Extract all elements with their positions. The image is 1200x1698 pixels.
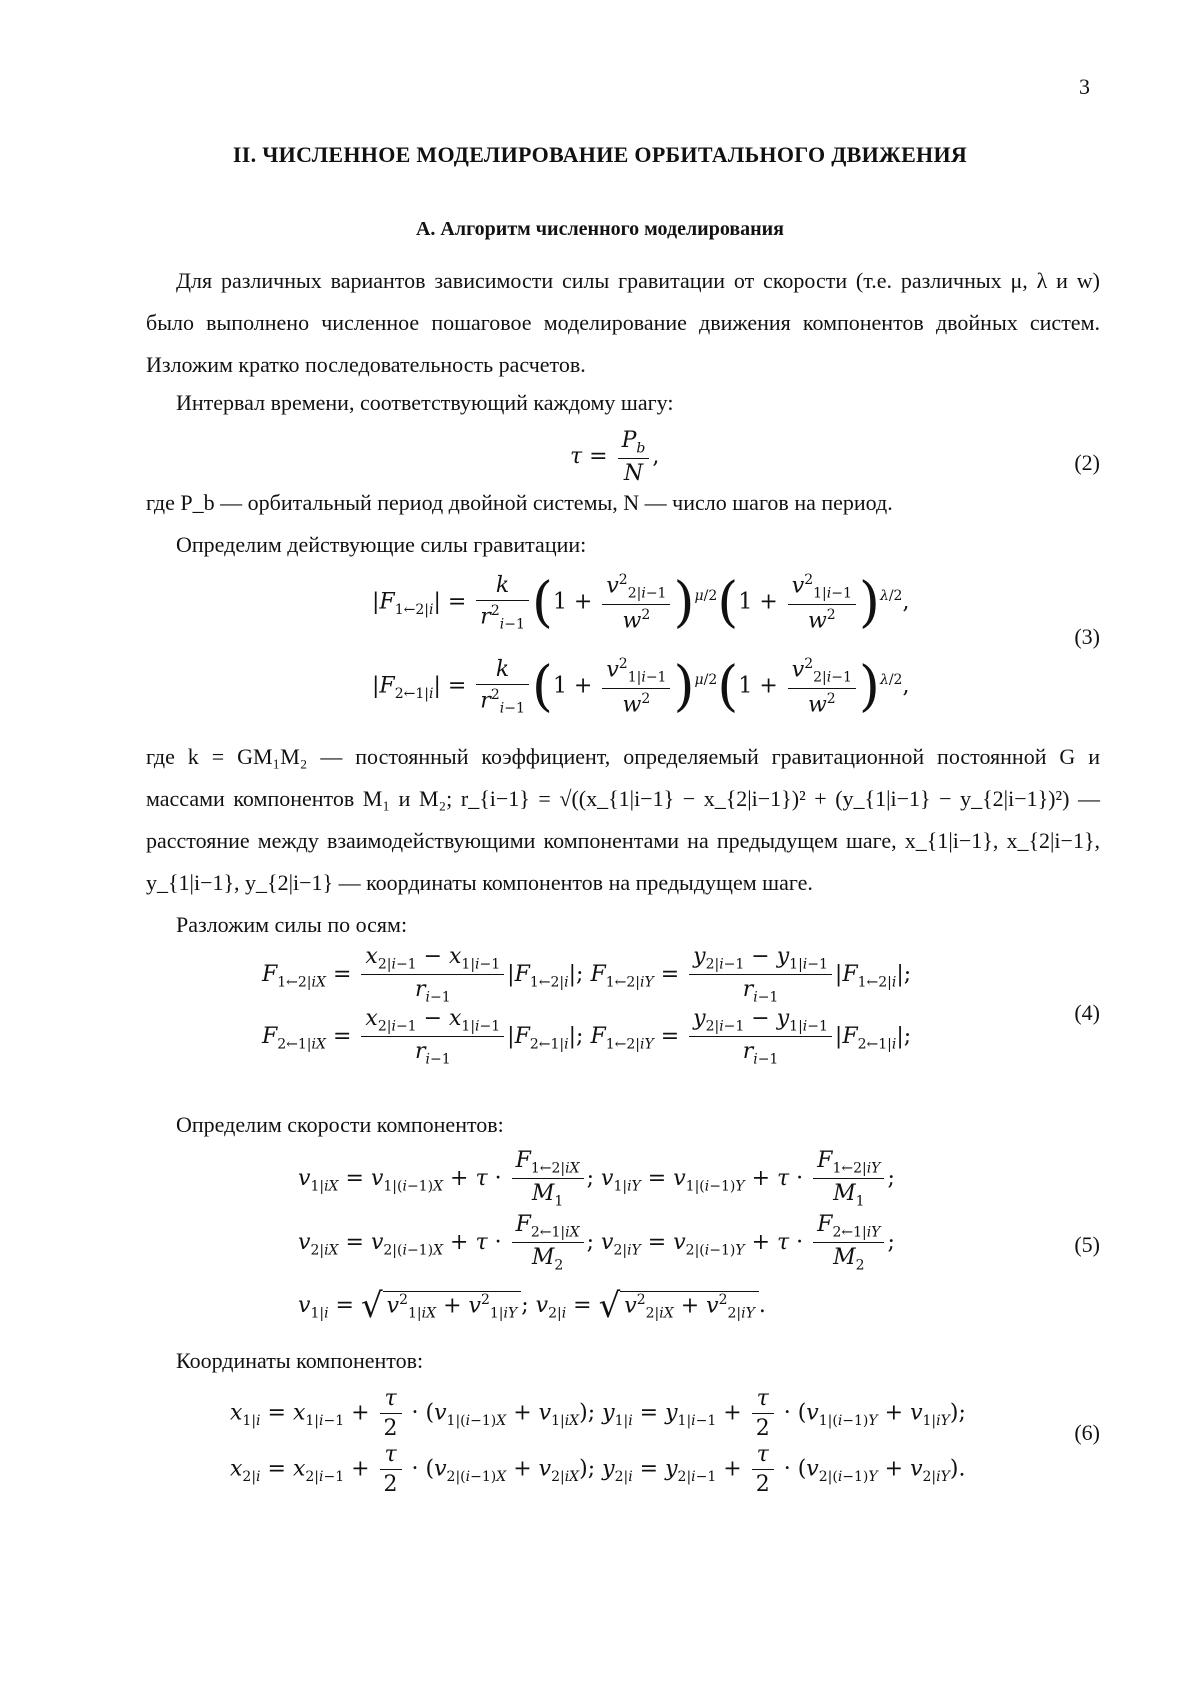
paragraph-period-def: где P_b — орбитальный период двойной системы, N — число шагов на период. <box>146 490 893 515</box>
paragraph-velocities: Определим скорости компонентов: <box>176 1112 504 1137</box>
paragraph-time-interval: Интервал времени, соответствующий каждому шагу: <box>176 390 674 415</box>
equation-3-line-2: $|F_{2\leftarrow 1|i}|$ = $\frac{k}{r^2_{i-1}}$ (1 + $\frac{v^2_{1|i-1}}{w^2}$ )$^{\mu/2}$(1 + $\frac{v^2_{2|i-1}}{w^2}$ )$^{\lambda/2}$, <box>372 654 910 718</box>
equation-4-line-1: $F_{1\leftarrow 2|iX}$ = $\frac{x_{2|i-1} - x_{1|i-1}}{r_{i-1}}$ $|F_{1\leftarrow 2|i}|$; $F_{1\leftarrow 2|iY}$ = $\frac{y_{2|i-1} - y_{1|i-1}}{r_{i-1}}$ $|F_{1\leftarrow 2|i}|$; <box>262 944 912 1006</box>
equation-number-4: (4) <box>1074 1000 1100 1025</box>
equation-6-line-1: $x_{1|i} = x_{1|i-1}$ + $\frac{\tau}{2}$ · $(v_{1|(i-1)X} + v_{1|iX})$; $y_{1|i} = y_{1|i-1}$ + $\frac{\tau}{2}$ · $(v_{1|(i-1)Y} + v_{1|iY})$; <box>230 1386 966 1441</box>
equation-4-line-2: $F_{2\leftarrow 1|iX}$ = $\frac{x_{2|i-1} - x_{1|i-1}}{r_{i-1}}$ $|F_{2\leftarrow 1|i}|$; $F_{1\leftarrow 2|iY}$ = $\frac{y_{2|i-1} - y_{1|i-1}}{r_{i-1}}$ $|F_{2\leftarrow 1|i}|$; <box>262 1006 912 1068</box>
subsection-title: A. Алгоритм численного моделирования <box>415 218 784 240</box>
equation-number-3: (3) <box>1074 624 1100 649</box>
equation-5-line-1: $v_{1|iX} = v_{1|(i-1)X} + \tau$ · $\frac{F_{1\leftarrow 2|iX}}{M_1}$ ; $v_{1|iY} = v_{1|(i-1)Y} + \tau$ · $\frac{F_{1\leftarrow 2|iY}}{M_1}$ ; <box>298 1148 895 1210</box>
equation-number-6: (6) <box>1074 1420 1100 1445</box>
equation-5-line-2: $v_{2|iX} = v_{2|(i-1)X} + \tau$ · $\frac{F_{2\leftarrow 1|iX}}{M_2}$ ; $v_{2|iY} = v_{2|(i-1)Y} + \tau$ · $\frac{F_{2\leftarrow 1|iY}}{M_2}$ ; <box>298 1212 895 1274</box>
paragraph-intro: Для различных вариантов зависимости силы гравитации от скорости (т.е. различных μ, λ и w) было выполнено численное пошаговое моделирование движения компонентов двойных систем. Изложим кратко последовательность расчетов. <box>146 268 1100 377</box>
paragraph-decompose: Разложим силы по осям: <box>176 912 408 937</box>
page-number: 3 <box>1079 74 1090 99</box>
paragraph-forces: Определим действующие силы гравитации: <box>176 532 587 557</box>
paragraph-coefficient-def: где k = GM₁M₂ — постоянный коэффициент, определяемый гравитационной постоянной G и массами компонентов M₁ и M₂; r_{i−1} = √((x_{1|i−1} − x_{2|i−1})² + (y_{1|i−1} − y_{2|i−1})²) — расстояние между взаимодействующими компонентами на предыдущем шаге, x_{1|i−1}, x_{2|i−1}, y_{1|i−1}, y_{2|i−1} — координаты компонентов на предыдущем шаге. <box>146 744 1100 895</box>
paragraph-coordinates: Координаты компонентов: <box>176 1348 424 1373</box>
section-title: II. ЧИСЛЕННОЕ МОДЕЛИРОВАНИЕ ОРБИТАЛЬНОГО ДВИЖЕНИЯ <box>232 142 968 167</box>
equation-number-5: (5) <box>1074 1232 1100 1257</box>
equation-6-line-2: $x_{2|i} = x_{2|i-1}$ + $\frac{\tau}{2}$ · $(v_{2|(i-1)X} + v_{2|iX})$; $y_{2|i} = y_{2|i-1}$ + $\frac{\tau}{2}$ · $(v_{2|(i-1)Y} + v_{2|iY})$. <box>230 1442 966 1497</box>
equation-number-2: (2) <box>1074 450 1100 475</box>
equation-2: τ = $\frac{P_b}{N}$ , <box>570 428 660 487</box>
equation-5-line-3: $v_{1|i}$ = √ $v^2_{1|iX} + v^2_{1|iY}$ ; $v_{2|i}$ = √ $v^2_{2|iX} + v^2_{2|iY}$ . <box>298 1286 766 1326</box>
equation-3-line-1: $|F_{1\leftarrow 2|i}|$ = $\frac{k}{r^2_{i-1}}$ (1 + $\frac{v^2_{2|i-1}}{w^2}$ )$^{\mu/2}$(1 + $\frac{v^2_{1|i-1}}{w^2}$ )$^{\lambda/2}$, <box>372 570 910 634</box>
